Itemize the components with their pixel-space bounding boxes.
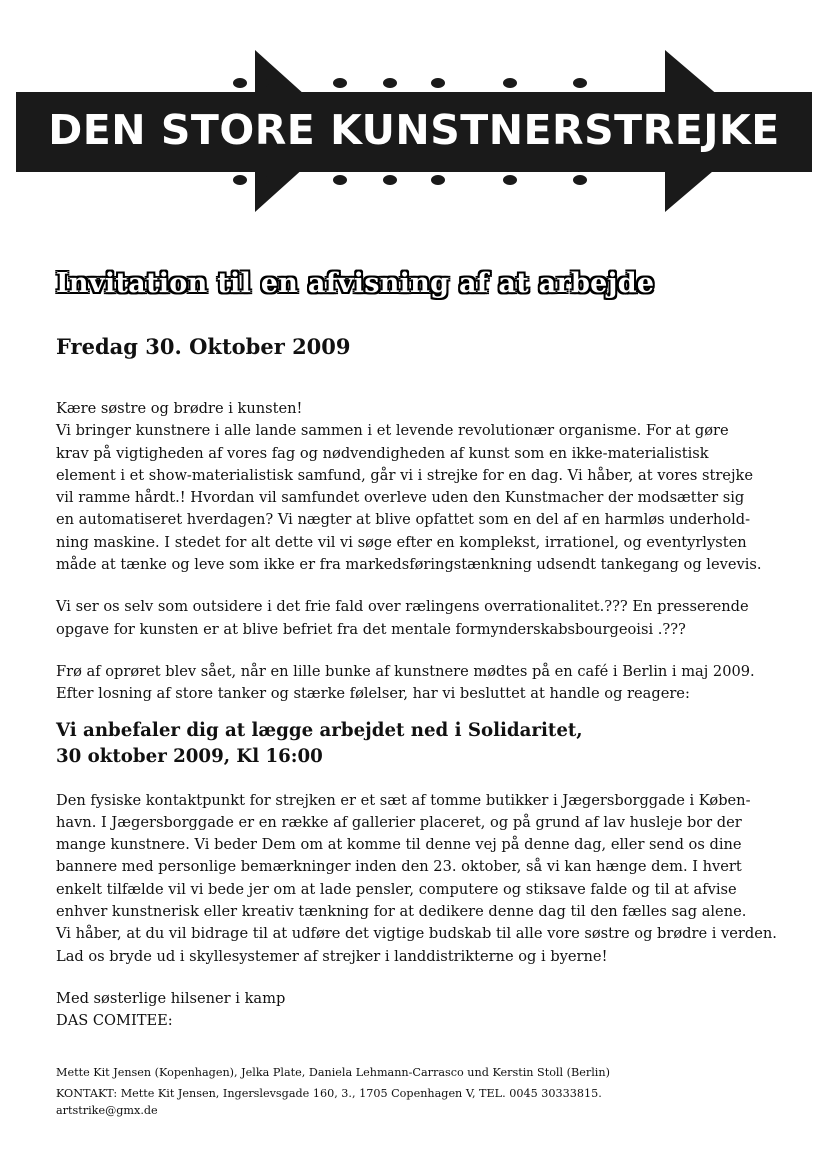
- footer: [56, 1064, 796, 1119]
- signature: DAS COMITEE:: [56, 1012, 173, 1030]
- text-line: en automatiseret hverdagen? Vi nægter at blive opfattet som en del af en harmløs underhold-: [56, 511, 751, 529]
- recommendation-line: Vi anbefaler dig at lægge arbejdet ned i Solidaritet,: [56, 719, 583, 741]
- text-line: havn. I Jægersborggade er en række af gallerier placeret, og på grund af lav husleje bor der: [56, 813, 742, 831]
- text-line: enkelt tilfælde vil vi bede jer om at lade pensler, computere og stiksave falde og til at afvise: [56, 880, 737, 898]
- greeting: Kære søstre og brødre i kunsten!: [56, 400, 303, 417]
- recommendation-line: 30 oktober 2009, Kl 16:00: [56, 745, 323, 767]
- text-line: Lad os bryde ud i skyllesystemer af strejker i landdistrikterne og i byerne!: [56, 947, 608, 965]
- text-line: Vi håber, at du vil bidrage til at udføre det vigtige budskab til alle vore søstre og brødre i verden.: [56, 925, 777, 943]
- text-line: Vi ser os selv som outsidere i det frie fald over rælingens overrationalitet.??? En presserende: [56, 598, 749, 616]
- text-line: Efter losning af store tanker og stærke følelser, har vi besluttet at handle og reagere:: [56, 685, 690, 703]
- contact-info: KONTAKT: Mette Kit Jensen, Ingerslevsgade 160, 3., 1705 Copenhagen V, TEL. 0045 30333815.: [56, 1087, 602, 1100]
- paragraph-2: [56, 596, 786, 641]
- letter-body: [56, 398, 786, 1033]
- text-line: krav på vigtigheden af vores fag og nødvendigheden af kunst som en ikke-materialistisk: [56, 444, 709, 462]
- text-line: måde at tænke og leve som ikke er fra markedsføringstænkning udsendt tankegang og levevis.: [56, 556, 762, 574]
- text-line: Vi bringer kunstnere i alle lande sammen i et levende revolutionær organisme. For at gøre: [56, 422, 729, 440]
- paragraph-3: [56, 661, 786, 706]
- invitation-heading: Invitation til en afvisning af at arbejde: [56, 268, 655, 299]
- text-line: Frø af oprøret blev sået, når en lille bunke af kunstnere mødtes på en café i Berlin i maj 2009.: [56, 662, 755, 680]
- email: artstrike@gmx.de: [56, 1104, 158, 1117]
- banner: [0, 0, 826, 260]
- text-line: opgave for kunsten er at blive befriet fra det mentale formynderskabsbourgeoisi .???: [56, 620, 686, 638]
- text-line: mange kunstnere. Vi beder Dem om at komme til denne vej på denne dag, eller send os dine: [56, 836, 742, 854]
- text-line: vil ramme hårdt.! Hvordan vil samfundet overleve uden den Kunstmacher der modsætter sig: [56, 489, 745, 507]
- event-date: Fredag 30. Oktober 2009: [56, 334, 351, 359]
- banner-title: DEN STORE KUNSTNERSTREJKE: [48, 106, 780, 154]
- text-line: ning maskine. I stedet for alt dette vil vi søge efter en komplekst, irrationel, og eventyrlysten: [56, 533, 747, 551]
- text-line: Den fysiske kontaktpunkt for strejken er et sæt af tomme butikker i Jægersborggade i Køben-: [56, 791, 751, 809]
- closing: Med søsterlige hilsener i kamp: [56, 989, 286, 1007]
- organizers: Mette Kit Jensen (Kopenhagen), Jelka Plate, Daniela Lehmann-Carrasco und Kerstin Stoll (Berlin): [56, 1066, 610, 1079]
- paragraph-4: [56, 790, 786, 968]
- paragraph-1: [56, 420, 786, 576]
- text-line: enhver kunstnerisk eller kreativ tænkning for at dedikere denne dag til den fælles sag alene.: [56, 903, 747, 921]
- recommendation: [56, 718, 786, 770]
- text-line: bannere med personlige bemærkninger inden den 23. oktober, så vi kan hænge dem. I hvert: [56, 858, 742, 876]
- text-line: element i et show-materialistisk samfund, går vi i strejke for en dag. Vi håber, at vores strejke: [56, 466, 753, 484]
